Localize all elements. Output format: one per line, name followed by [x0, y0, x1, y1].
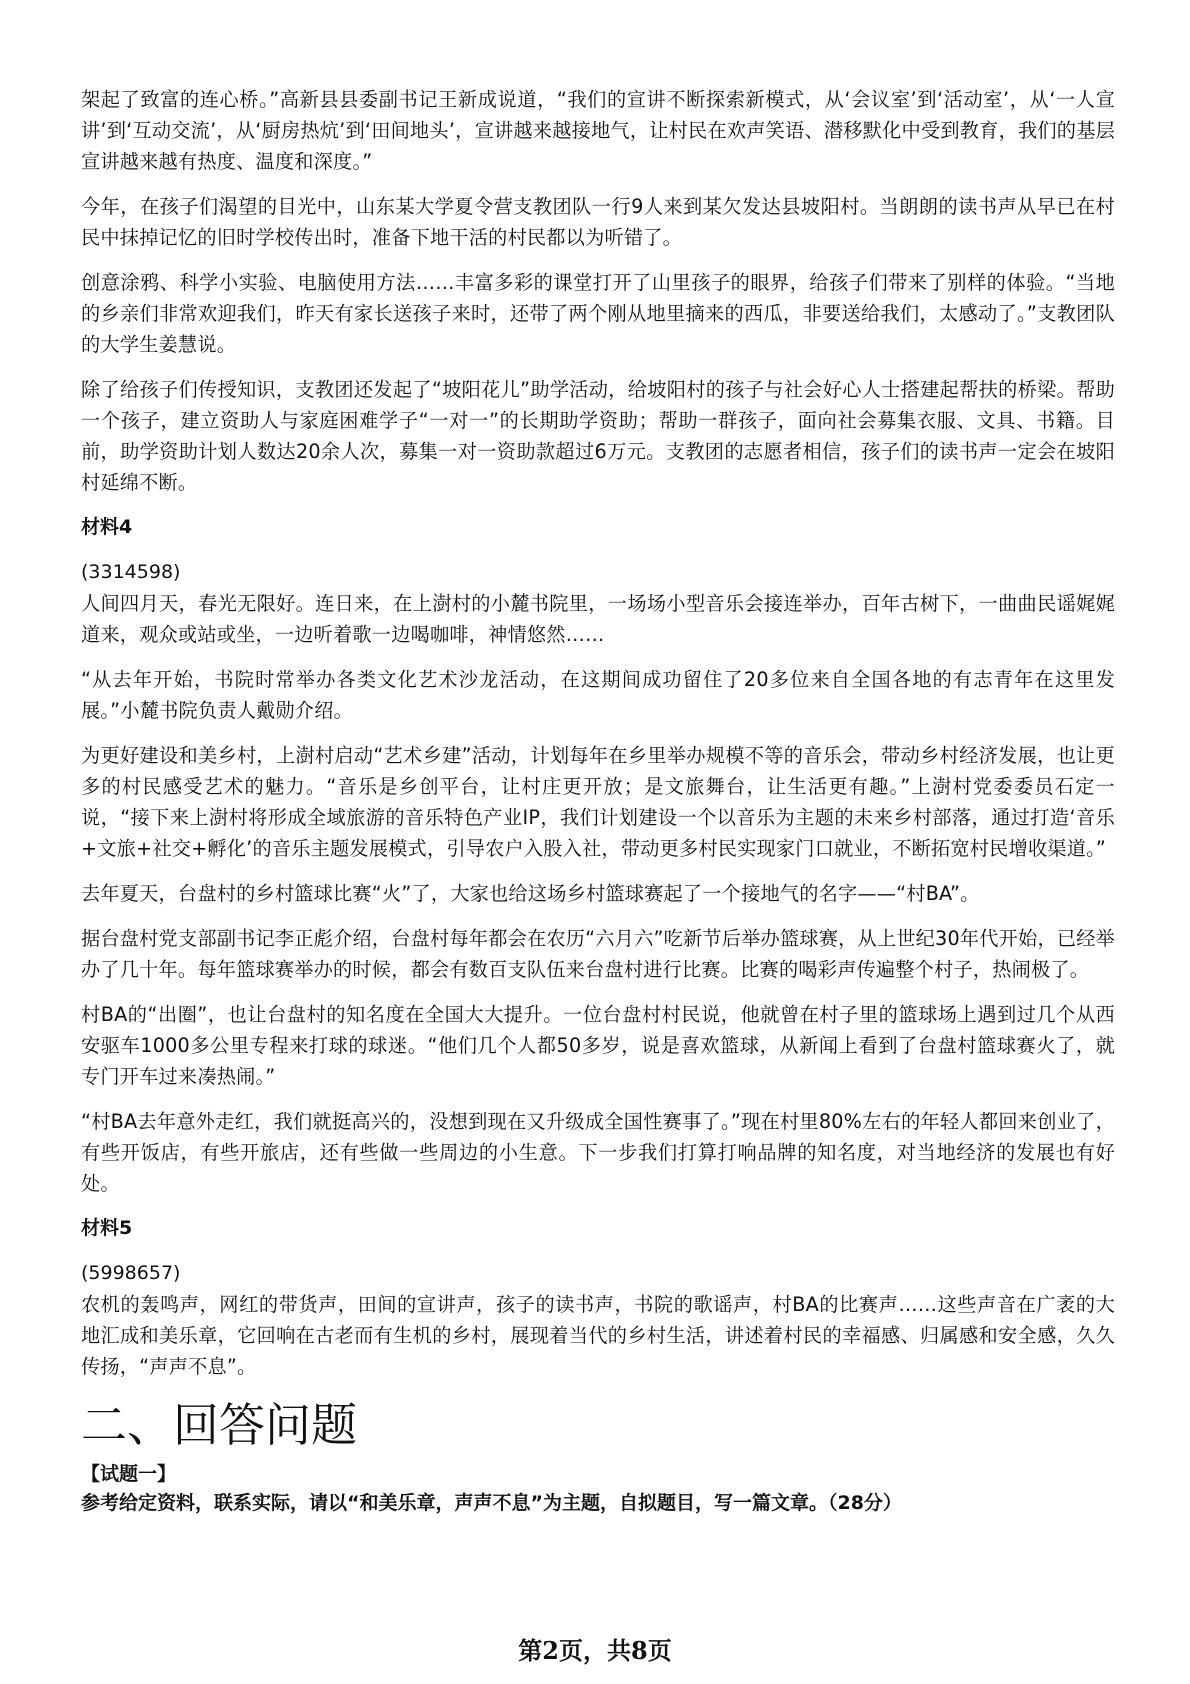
paragraph: 创意涂鸦、科学小实验、电脑使用方法……丰富多彩的课堂打开了山里孩子的眼界，给孩子们带来了别样的体验。“当地的乡亲们非常欢迎我们，昨天有家长送孩子来时，还带了两个刚从地里摘来的西瓜，非要送给我们，太感动了。”支教团队的大学生姜慧说。 [81, 271, 1115, 356]
paragraph: “村BA去年意外走红，我们就挺高兴的，没想到现在又升级成全国性赛事了。”现在村里80%左右的年轻人都回来创业了，有些开饭店，有些开旅店，还有些做一些周边的小生意。下一步我们打算打响品牌的知名度，对当地经济的发展也有好处。 [81, 1110, 1115, 1195]
material-5-title: 材料5 [81, 1217, 133, 1239]
paragraph: 农机的轰鸣声，网红的带货声，田间的宣讲声，孩子的读书声，书院的歌谣声，村BA的比赛声……这些声音在广袤的大地汇成和美乐章，它回响在古老而有生机的乡村，展现着当代的乡村生活，讲述着村民的幸福感、归属感和安全感，久久传扬，“声声不息”。 [81, 1293, 1115, 1378]
paragraph: 架起了致富的连心桥。”高新县县委副书记王新成说道，“我们的宣讲不断探索新模式，从‘会议室’到‘活动室’，从‘一人宣讲’到‘互动交流’，从‘厨房热炕’到‘田间地头’，宣讲越来越接地气，让村民在欢声笑语、潜移默化中受到教育，我们的基层宣讲越来越有热度、温度和深度。” [81, 88, 1115, 173]
paragraph: 为更好建设和美乡村，上澍村启动“艺术乡建”活动，计划每年在乡里举办规模不等的音乐会，带动乡村经济发展，也让更多的村民感受艺术的魅力。“音乐是乡创平台，让村庄更开放；是文旅舞台，让生活更有趣。”上澍村党委委员石定一说，“接下来上澍村将形成全域旅游的音乐特色产业IP，我们计划建设一个以音乐为主题的未来乡村部落，通过打造‘音乐+文旅+社交+孵化’的音乐主题发展模式，引导农户入股入社，带动更多村民实现家门口就业，不断拓宽村民增收渠道。” [81, 744, 1115, 860]
paragraph: 人间四月天，春光无限好。连日来，在上澍村的小麓书院里，一场场小型音乐会接连举办，百年古树下，一曲曲民谣娓娓道来，观众或站或坐，一边听着歌一边喝咖啡，神情悠然…… [81, 592, 1115, 646]
page-footer: 第2页，共8页 [518, 1636, 672, 1665]
paragraph: 村BA的“出圈”，也让台盘村的知名度在全国大大提升。一位台盘村村民说，他就曾在村子里的篮球场上遇到过几个从西安驱车1000多公里专程来打球的球迷。“他们几个人都50多岁，说是喜欢篮球，从新闻上看到了台盘村篮球赛火了，就专门开车过来凑热闹。” [81, 1003, 1115, 1088]
material-4-code: (3314598) [81, 561, 181, 583]
document-page [81, 84, 1115, 1518]
question-label: 【试题一】 [81, 1463, 177, 1485]
paragraph: 据台盘村党支部副书记李正彪介绍，台盘村每年都会在农历“六月六”吃新节后举办篮球赛，从上世纪30年代开始，已经举办了几十年。每年篮球赛举办的时候，都会有数百支队伍来台盘村进行比赛。比赛的喝彩声传遍整个村子，热闹极了。 [81, 927, 1115, 981]
material-4-title: 材料4 [81, 516, 133, 538]
paragraph: 除了给孩子们传授知识，支教团还发起了“坡阳花儿”助学活动，给坡阳村的孩子与社会好心人士搭建起帮扶的桥梁。帮助一个孩子，建立资助人与家庭困难学子“一对一”的长期助学资助；帮助一群孩子，面向社会募集衣服、文具、书籍。目前，助学资助计划人数达20余人次，募集一对一资助款超过6万元。支教团的志愿者相信，孩子们的读书声一定会在坡阳村延绵不断。 [81, 378, 1115, 494]
paragraph: “从去年开始，书院时常举办各类文化艺术沙龙活动，在这期间成功留住了20多位来自全国各地的有志青年在这里发展。”小麓书院负责人戴勋介绍。 [81, 668, 1115, 722]
question-text: 参考给定资料，联系实际，请以“和美乐章，声声不息”为主题，自拟题目，写一篇文章。（28分） [81, 1492, 902, 1514]
paragraph: 今年，在孩子们渴望的目光中，山东某大学夏令营支教团队一行9人来到某欠发达县坡阳村。当朗朗的读书声从早已在村民中抹掉记忆的旧时学校传出时，准备下地干活的村民都以为听错了。 [81, 195, 1115, 249]
material-5-code: (5998657) [81, 1262, 181, 1284]
section-heading: 二、回答问题 [81, 1398, 357, 1452]
paragraph: 去年夏天，台盘村的乡村篮球比赛“火”了，大家也给这场乡村篮球赛起了一个接地气的名字——“村BA”。 [81, 882, 980, 905]
